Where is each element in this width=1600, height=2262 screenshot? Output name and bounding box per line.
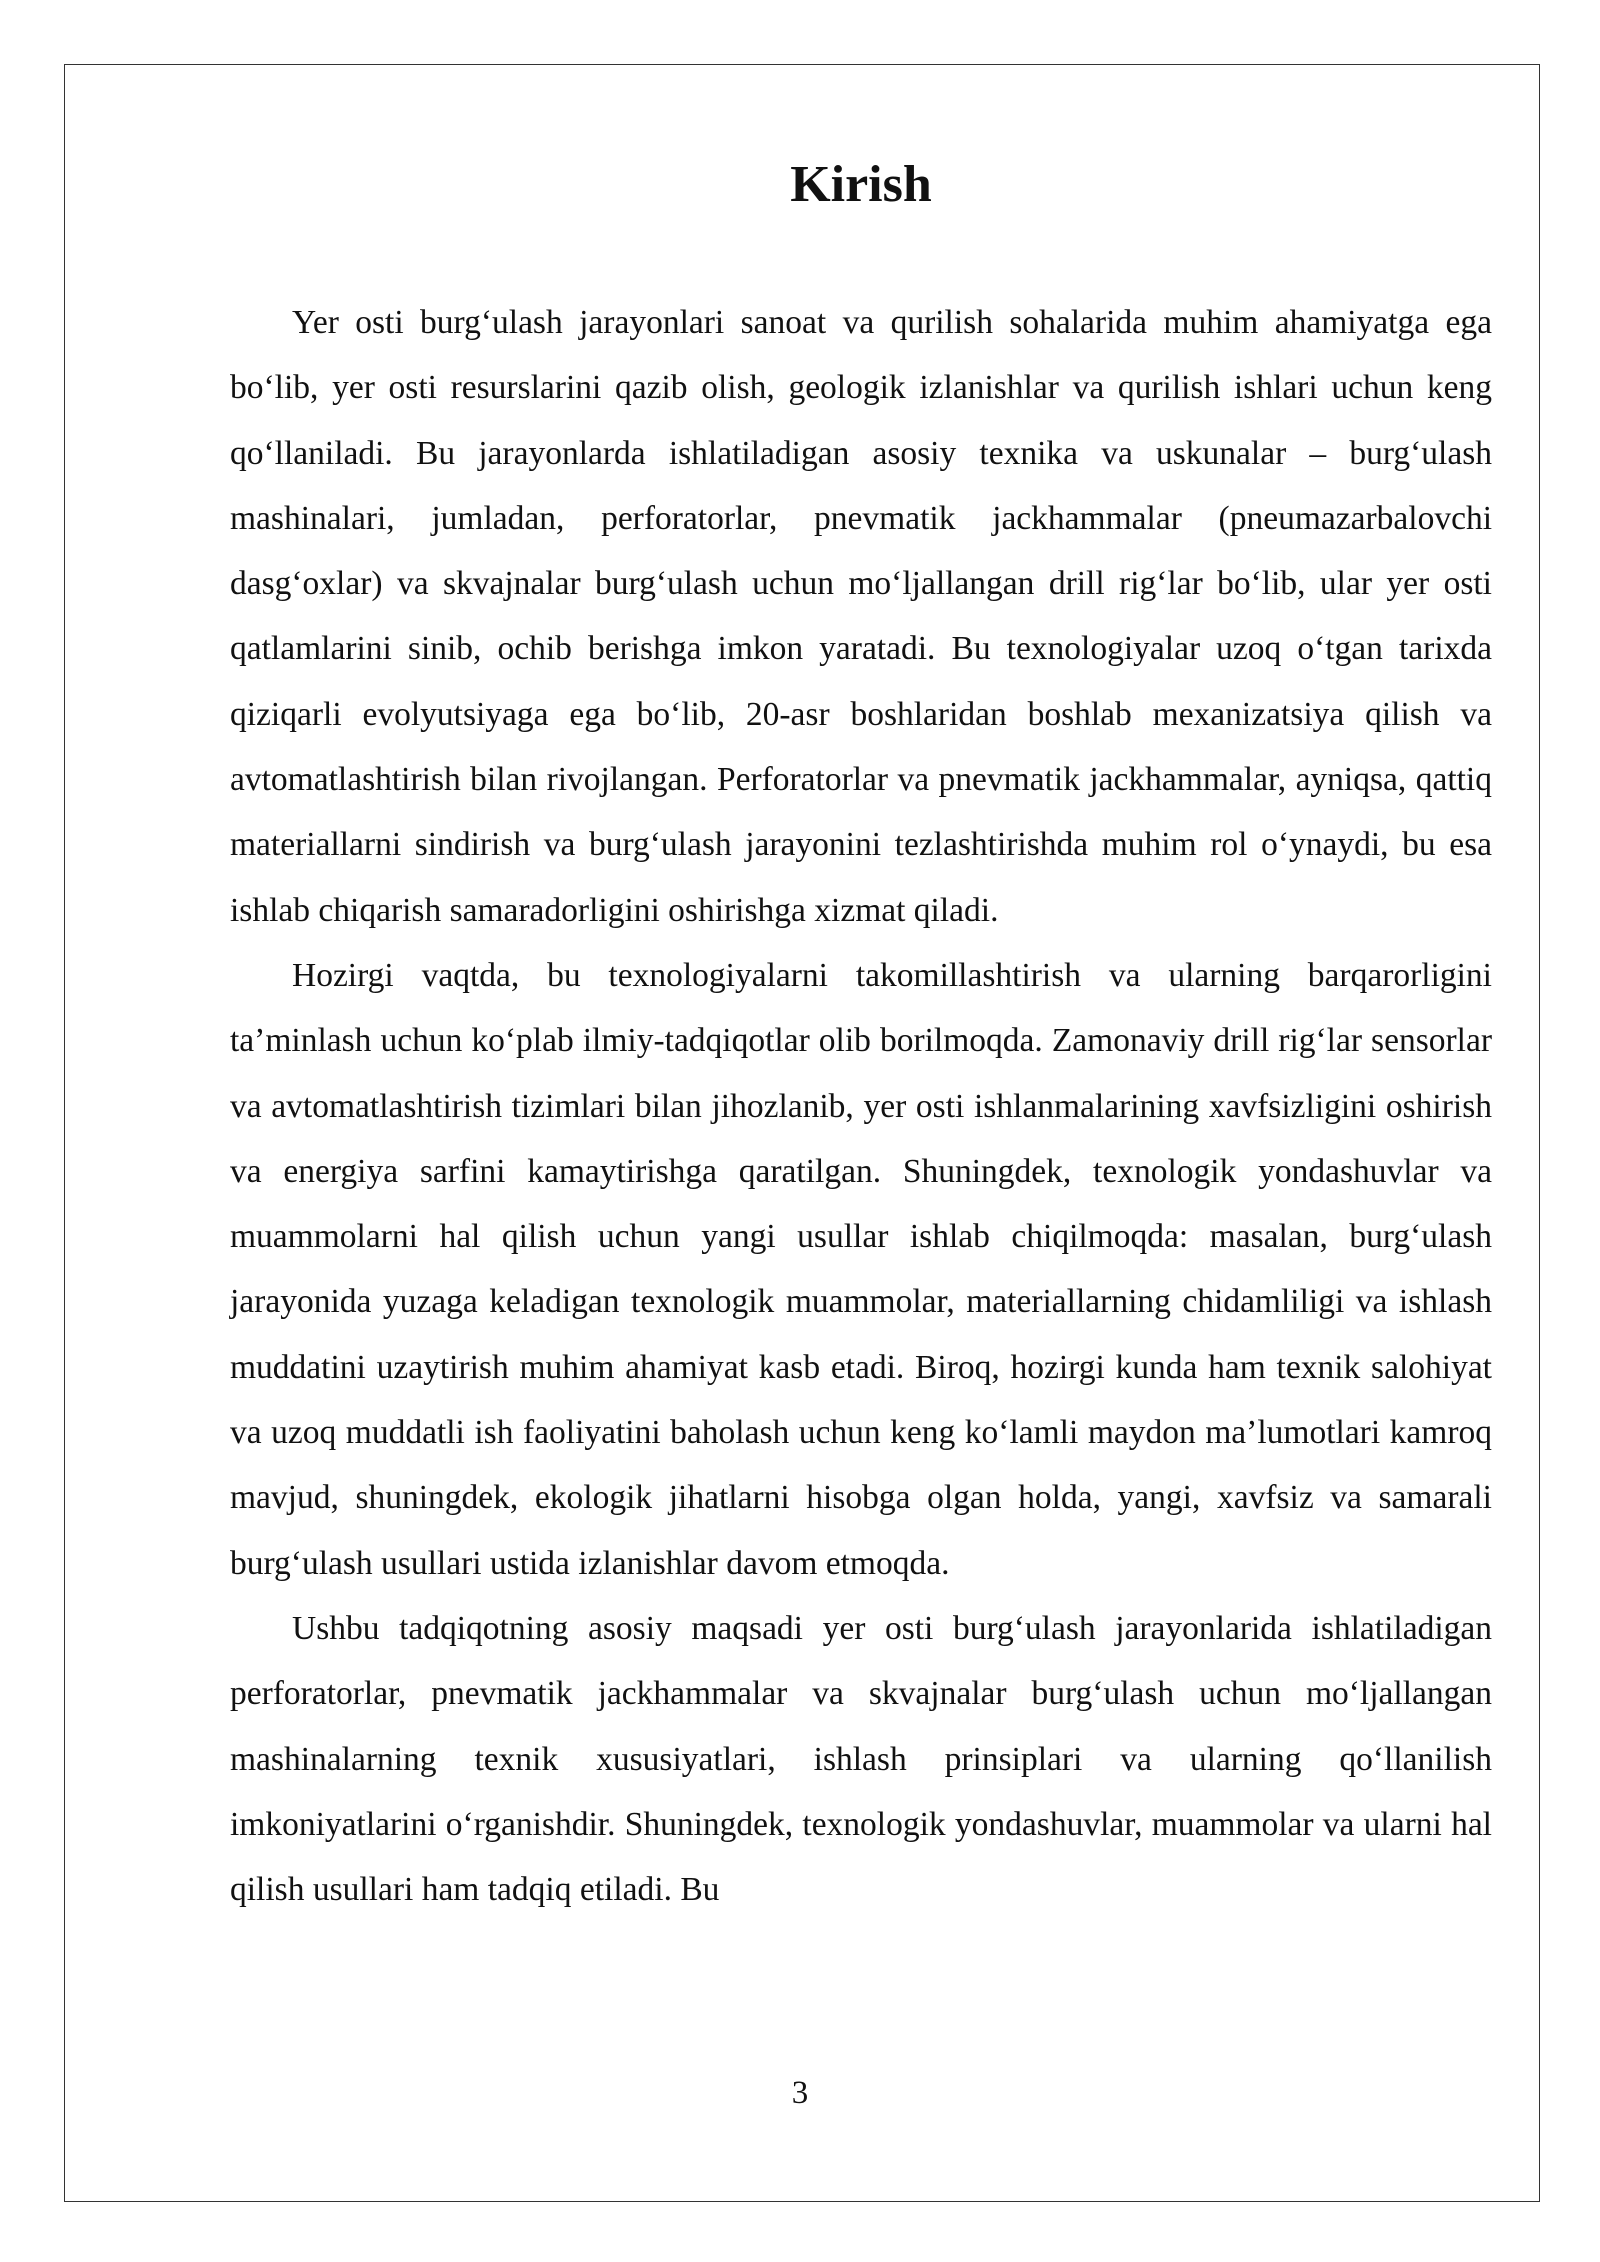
page-number: 3 [791, 2075, 809, 2111]
paragraph-1: Yer osti burg‘ulash jarayonlari sanoat va qurilish sohalarida muhim ahamiyatga ega bo‘lib, yer osti resurslarini qazib olish, geologik izlanishlar va qurilish ishlari uchun keng qo‘llaniladi. Bu jarayonlarda ishlatiladigan asosiy texnika va uskunalar – burg‘ulash mashinalari, jumladan, perforatorlar, pnevmatik jackhammalar (pneumazarbalovchi dasg‘oxlar) va skvajnalar burg‘ulash uchun mo‘ljallangan drill rig‘lar bo‘lib, ular yer osti qatlamlarini sinib, ochib berishga imkon yaratadi. Bu texnologiyalar uzoq o‘tgan tarixda qiziqarli evolyutsiyaga ega bo‘lib, 20-asr boshlaridan boshlab mexanizatsiya qilish va avtomatlashtirish bilan rivojlangan. Perforatorlar va pnevmatik jackhammalar, ayniqsa, qattiq materiallarni sindirish va burg‘ulash jarayonini tezlashtirishda muhim rol o‘ynaydi, bu esa ishlab chiqarish samaradorligini oshirishga xizmat qiladi. [230, 304, 1492, 929]
body-text [230, 290, 1492, 1922]
page-title: Kirish [790, 156, 932, 213]
paragraph-2: Hozirgi vaqtda, bu texnologiyalarni takomillashtirish va ularning barqarorligini ta’minlash uchun ko‘plab ilmiy-tadqiqotlar olib borilmoqda. Zamonaviy drill rig‘lar sensorlar va avtomatlashtirish tizimlari bilan jihozlanib, yer osti ishlanmalarining xavfsizligini oshirish va energiya sarfini kamaytirishga qaratilgan. Shuningdek, texnologik yondashuvlar va muammolarni hal qilish uchun yangi usullar ishlab chiqilmoqda: masalan, burg‘ulash jarayonida yuzaga keladigan texnologik muammolar, materiallarning chidamliligi va ishlash muddatini uzaytirish muhim ahamiyat kasb etadi. Biroq, hozirgi kunda ham texnik salohiyat va uzoq muddatli ish faoliyatini baholash uchun keng ko‘lamli maydon ma’lumotlari kamroq mavjud, shuningdek, ekologik jihatlarni hisobga olgan holda, yangi, xavfsiz va samarali burg‘ulash usullari ustida izlanishlar davom etmoqda. [230, 956, 1492, 1582]
paragraph-3: Ushbu tadqiqotning asosiy maqsadi yer osti burg‘ulash jarayonlarida ishlatiladigan perforatorlar, pnevmatik jackhammalar va skvajnalar burg‘ulash uchun mo‘ljallangan mashinalarning texnik xususiyatlari, ishlash prinsiplari va ularning qo‘llanilish imkoniyatlarini o‘rganishdir. Shuningdek, texnologik yondashuvlar, muammolar va ularni hal qilish usullari ham tadqiq etiladi. Bu [230, 1609, 1492, 1909]
